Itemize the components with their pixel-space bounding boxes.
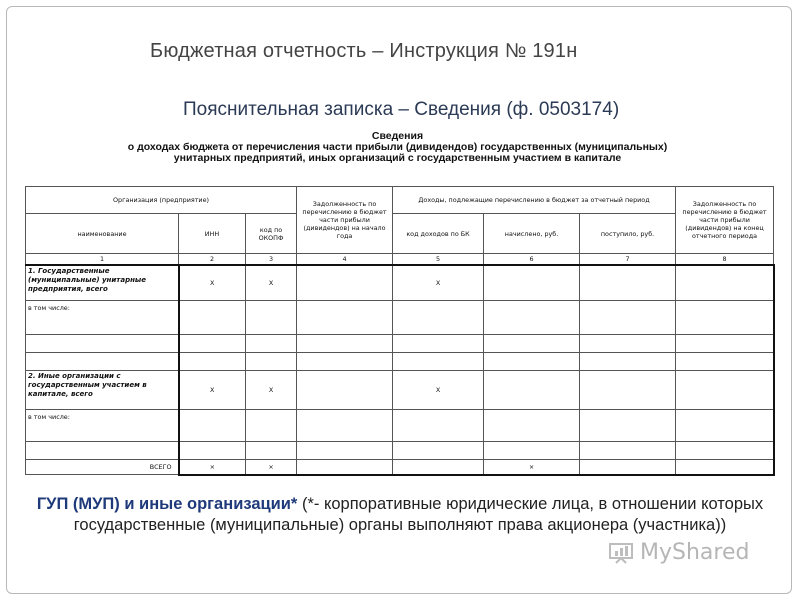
table-cell [580, 371, 676, 410]
table-cell [580, 301, 676, 335]
small-x-mark: × [484, 460, 580, 475]
table-row [26, 301, 774, 335]
table-cell [246, 301, 297, 335]
table-cell [676, 442, 774, 460]
slide-subtitle: Пояснительная записка – Сведения (ф. 0503174) [183, 99, 620, 120]
slide-title: Бюджетная отчетность – Инструкция № 191н [150, 40, 578, 62]
section2-label: 2. Иные организации с государственным участием в капитале, всего [26, 371, 179, 410]
table-cell [26, 442, 179, 460]
table-header-row [26, 214, 774, 254]
presentation-board-icon [608, 542, 634, 564]
table-cell [580, 460, 676, 475]
table-cell [26, 353, 179, 371]
document-title [25, 131, 770, 164]
footnote-text: (*- корпоративные юридические лица, в отношении которых государственные (муниципальные) органы выполняют права акционера (участника)) [73, 495, 764, 534]
table-row [26, 353, 774, 371]
col-number: 6 [484, 254, 580, 265]
watermark-text: MyShared [640, 540, 750, 565]
table-cell [297, 335, 393, 353]
table-cell [297, 442, 393, 460]
table-cell [676, 460, 774, 475]
document-title-line: о доходах бюджета от перечисления части прибыли (дивидендов) государственных (муниципальных) [127, 141, 668, 153]
table-cell [484, 371, 580, 410]
header-org-group: Организация (предприятие) [26, 187, 297, 214]
table-cell [393, 410, 484, 442]
table-cell [297, 301, 393, 335]
table-cell [297, 353, 393, 371]
footnote [14, 494, 786, 536]
header-col-received: поступило, руб. [580, 214, 676, 254]
small-x-mark: × [179, 460, 246, 475]
table-cell [580, 353, 676, 371]
table-cell [676, 265, 774, 301]
watermark-logo [608, 540, 749, 565]
x-mark: Х [179, 265, 246, 301]
table-cell [179, 335, 246, 353]
column-number-row [26, 254, 774, 265]
x-mark: Х [393, 265, 484, 301]
including-label: в том числе: [26, 410, 179, 442]
header-income-group: Доходы, подлежащие перечислению в бюджет за отчетный период [393, 187, 676, 214]
col-number: 8 [676, 254, 774, 265]
table-row [26, 335, 774, 353]
table-cell [484, 265, 580, 301]
table-cell [297, 460, 393, 475]
footnote-bold: ГУП (МУП) и иные организации* [36, 495, 298, 513]
x-mark: Х [393, 371, 484, 410]
table-cell [246, 410, 297, 442]
col-number: 1 [26, 254, 179, 265]
table-cell [580, 442, 676, 460]
section1-label: 1. Государственные (муниципальные) унитарные предприятия, всего [26, 265, 179, 301]
col-number: 4 [297, 254, 393, 265]
table-row [26, 371, 774, 410]
header-col-name: наименование [26, 214, 179, 254]
table-cell [179, 410, 246, 442]
header-debt-start: Задолженность по перечислению в бюджет части прибыли (дивидендов) на начало года [297, 187, 393, 254]
table-cell [580, 335, 676, 353]
table-cell [484, 301, 580, 335]
x-mark: Х [246, 265, 297, 301]
table-cell [393, 460, 484, 475]
table-cell [676, 371, 774, 410]
table-cell [393, 335, 484, 353]
table-cell [179, 353, 246, 371]
total-label: ВСЕГО [26, 460, 179, 475]
table-cell [297, 265, 393, 301]
table-cell [676, 301, 774, 335]
table-cell [246, 353, 297, 371]
document-title-line: Сведения [371, 130, 424, 142]
table-cell [179, 301, 246, 335]
col-number: 3 [246, 254, 297, 265]
header-col-inn: ИНН [179, 214, 246, 254]
table-cell [246, 335, 297, 353]
col-number: 2 [179, 254, 246, 265]
including-label: в том числе: [26, 301, 179, 335]
table-cell [484, 353, 580, 371]
table-cell [484, 335, 580, 353]
header-col-accrued: начислено, руб. [484, 214, 580, 254]
document-title-line: унитарных предприятий, иных организаций с государственным участием в капитале [173, 152, 622, 164]
table-row [26, 442, 774, 460]
header-debt-end: Задолженность по перечислению в бюджет части прибыли (дивидендов) на конец отчетного периода [676, 187, 774, 254]
table-cell [484, 442, 580, 460]
table-header-row [26, 187, 774, 214]
col-number: 7 [580, 254, 676, 265]
header-col-bk: код доходов по БК [393, 214, 484, 254]
x-mark: Х [179, 371, 246, 410]
table-cell [393, 353, 484, 371]
table-cell [393, 442, 484, 460]
header-col-okopf: код по ОКОПФ [246, 214, 297, 254]
table-cell [580, 410, 676, 442]
table-row [26, 410, 774, 442]
table-cell [26, 335, 179, 353]
income-table [25, 186, 775, 476]
table-cell [676, 410, 774, 442]
table-cell [393, 301, 484, 335]
table-cell [297, 410, 393, 442]
table-cell [246, 442, 297, 460]
table-cell [297, 371, 393, 410]
total-row [26, 460, 774, 475]
table-cell [676, 335, 774, 353]
table-cell [179, 442, 246, 460]
table-cell [484, 410, 580, 442]
table-cell [580, 265, 676, 301]
table-cell [676, 353, 774, 371]
small-x-mark: × [246, 460, 297, 475]
table-row [26, 265, 774, 301]
col-number: 5 [393, 254, 484, 265]
x-mark: Х [246, 371, 297, 410]
